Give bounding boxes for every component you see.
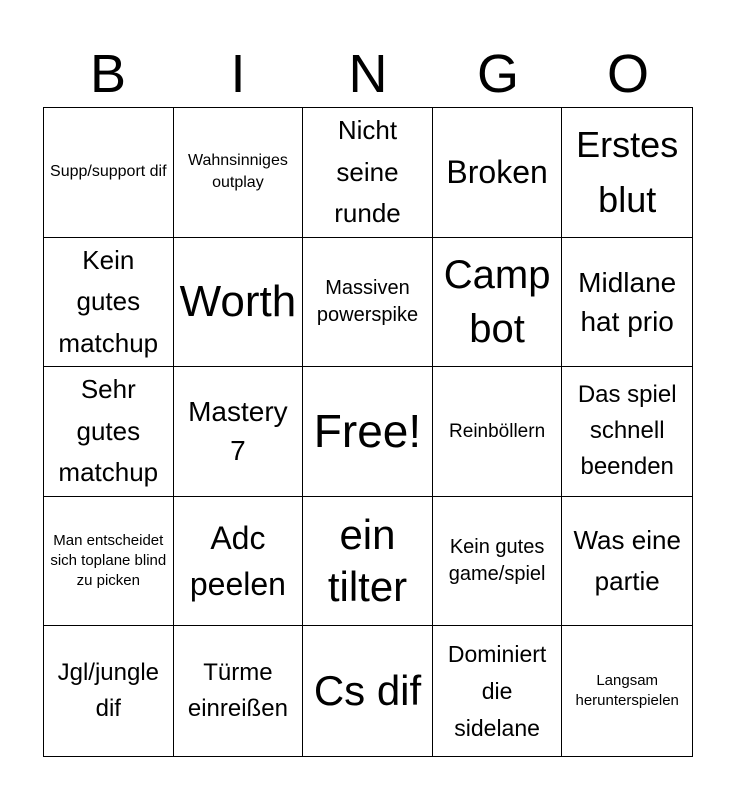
free-space-cell[interactable] xyxy=(303,367,433,497)
cell-text: Kein gutes game/spiel xyxy=(448,536,546,586)
cell-text: Cs dif xyxy=(313,666,422,714)
cell-text: Camp bot xyxy=(443,252,551,351)
bingo-cell[interactable] xyxy=(303,108,433,238)
bingo-cell[interactable] xyxy=(433,238,563,368)
bingo-cell[interactable] xyxy=(303,238,433,368)
bingo-cell[interactable] xyxy=(433,108,563,238)
cell-text: Jgl/jungle dif xyxy=(57,659,159,723)
cell-text: ein tilter xyxy=(327,510,408,611)
cell-text: Nicht seine runde xyxy=(334,114,401,229)
cell-text: Langsam herunterspielen xyxy=(575,671,679,710)
bingo-cell[interactable] xyxy=(44,626,174,756)
bingo-cell[interactable] xyxy=(303,497,433,627)
bingo-cell[interactable] xyxy=(44,497,174,627)
bingo-cell[interactable] xyxy=(174,367,304,497)
cell-text: Man entscheidet sich toplane blind zu picken xyxy=(50,531,167,590)
bingo-cell[interactable] xyxy=(562,238,692,368)
bingo-cell[interactable] xyxy=(44,238,174,368)
cell-text: Dominiert die sidelane xyxy=(447,641,547,741)
cell-text: Reinböllern xyxy=(449,420,546,442)
bingo-cell[interactable] xyxy=(303,626,433,756)
bingo-cell[interactable] xyxy=(562,497,692,627)
bingo-header xyxy=(43,42,693,106)
header-letter-n: N xyxy=(348,44,388,104)
free-space-text: Free! xyxy=(313,404,422,457)
cell-text: Kein gutes matchup xyxy=(58,244,159,358)
cell-text: Das spiel schnell beenden xyxy=(577,381,677,481)
header-letter-g: G xyxy=(476,44,519,104)
cell-text: Broken xyxy=(446,154,548,191)
bingo-cell[interactable] xyxy=(174,108,304,238)
bingo-cell[interactable] xyxy=(433,626,563,756)
bingo-cell[interactable] xyxy=(44,108,174,238)
cell-text: Türme einreißen xyxy=(187,659,288,723)
header-letter-b: B xyxy=(89,44,127,104)
cell-text: Was eine partie xyxy=(573,524,681,597)
cell-text: Wahnsinniges outplay xyxy=(187,151,288,192)
header-letter-o: O xyxy=(606,44,649,104)
cell-text: Midlane hat prio xyxy=(578,266,677,337)
bingo-cell[interactable] xyxy=(44,367,174,497)
bingo-cell[interactable] xyxy=(433,497,563,627)
bingo-cell[interactable] xyxy=(562,367,692,497)
bingo-cell[interactable] xyxy=(174,497,304,627)
cell-text: Worth xyxy=(179,277,297,327)
bingo-cell[interactable] xyxy=(174,238,304,368)
bingo-cell[interactable] xyxy=(562,626,692,756)
cell-text: Mastery 7 xyxy=(188,396,288,467)
cell-text: Erstes blut xyxy=(576,123,679,221)
header-letter-i: I xyxy=(230,44,246,104)
cell-text: Massiven powerspike xyxy=(316,276,419,326)
cell-text: Supp/support dif xyxy=(50,163,167,181)
bingo-grid xyxy=(43,107,693,757)
cell-text: Adc peelen xyxy=(189,519,286,603)
bingo-cell[interactable] xyxy=(174,626,304,756)
bingo-cell[interactable] xyxy=(562,108,692,238)
bingo-cell[interactable] xyxy=(433,367,563,497)
cell-text: Sehr gutes matchup xyxy=(58,374,159,488)
